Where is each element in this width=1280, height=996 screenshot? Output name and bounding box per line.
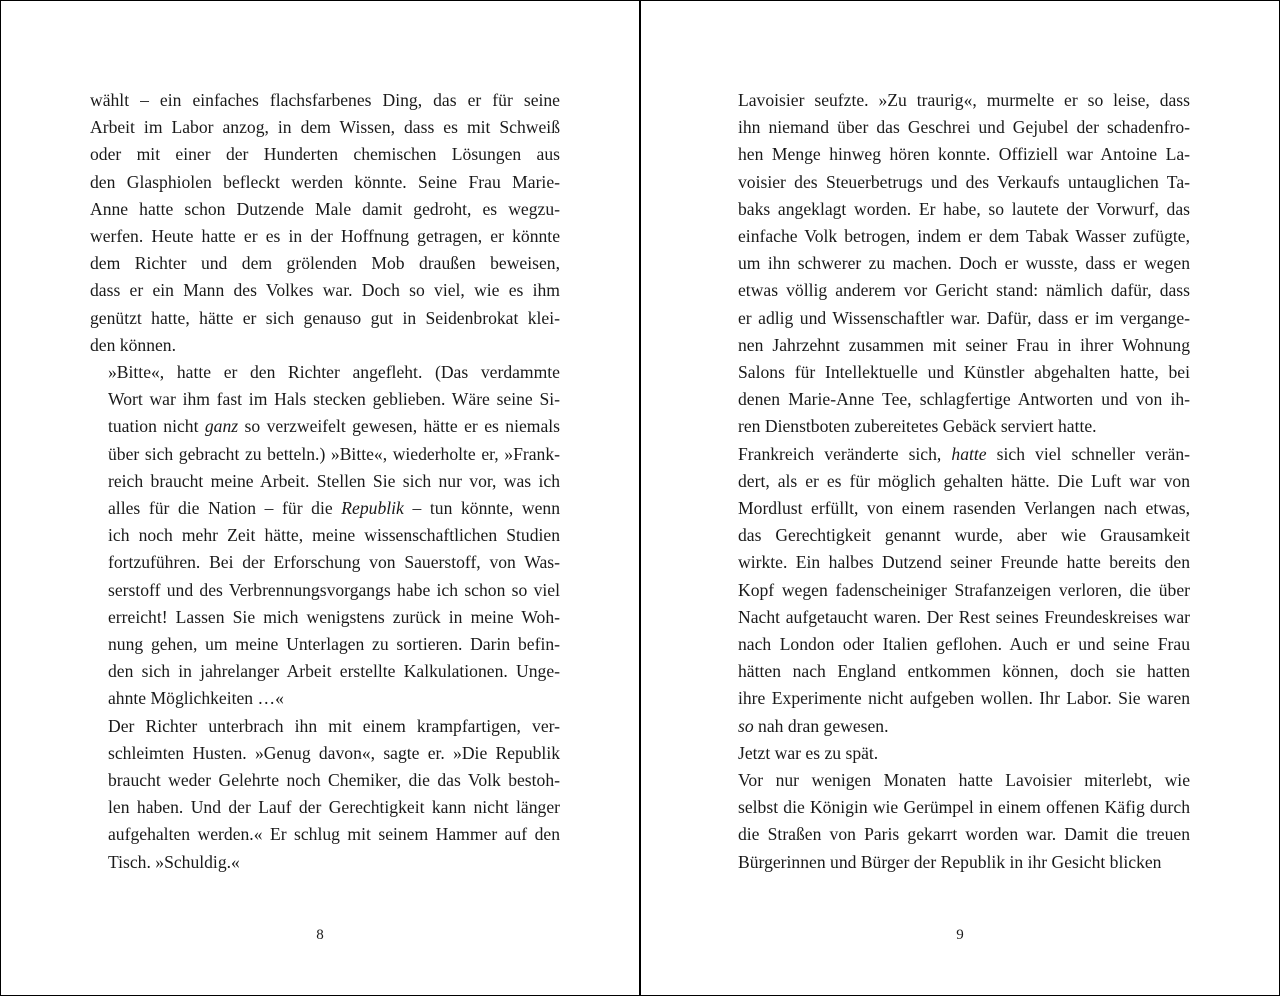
left-page-text: [90, 87, 560, 876]
text-line: alles für die Nation – für die Republik – tun könnte, wenn: [108, 498, 560, 519]
text-line: etwas völlig anderem vor Gericht stand: nämlich dafür, dass: [738, 280, 1190, 301]
text-line: erreicht! Lassen Sie mich wenigstens zurück in meine Woh-: [108, 606, 560, 627]
right-paragraph: [720, 740, 1190, 767]
text-line: Salons für Intellektuelle und Künstler abgehalten hatte, bei: [738, 362, 1190, 383]
text-line: Wort war ihm fast im Hals stecken geblieben. Wäre seine Si-: [108, 389, 560, 410]
left-page-number: 8: [316, 927, 324, 943]
text-line: braucht weder Gelehrte noch Chemiker, die das Volk bestoh-: [108, 770, 560, 791]
text-line: dass er ein Mann des Volkes war. Doch so viel, wie es ihm: [90, 280, 560, 301]
text-line: ich noch mehr Zeit hätte, meine wissenschaftlichen Studien: [108, 525, 560, 546]
text-line: aufgehalten werden.« Er schlug mit seinem Hammer auf den: [108, 824, 560, 845]
text-line: ihre Experimente nicht aufgeben wollen. Ihr Labor. Sie waren: [738, 688, 1190, 709]
text-line: so nah dran gewesen.: [738, 715, 889, 736]
text-line: die Straßen von Paris gekarrt worden war. Damit die treuen: [738, 824, 1190, 845]
text-line: wählt – ein einfaches flachsfarbenes Ding, das er für seine: [90, 90, 560, 110]
text-line: hätten nach England entkommen können, doch sie hatten: [738, 661, 1190, 682]
text-line: Nacht aufgetaucht waren. Der Rest seines Freundeskreises war: [738, 606, 1190, 627]
text-line: selbst die Königin wie Gerümpel in einem offenen Käfig durch: [738, 797, 1190, 818]
text-line: Vor nur wenigen Monaten hatte Lavoisier miterlebt, wie: [738, 770, 1190, 791]
text-line: Lavoisier seufzte. »Zu traurig«, murmelte er so leise, dass: [738, 90, 1190, 110]
text-line: genützt hatte, hätte er sich genauso gut in Seidenbrokat klei-: [90, 307, 560, 328]
text-line: Tisch. »Schuldig.«: [108, 851, 240, 872]
text-line: ihn niemand über das Geschrei und Gejubel der schadenfro-: [738, 117, 1190, 138]
text-line: hen Menge hinweg hören konnte. Offiziell war Antoine La-: [738, 144, 1190, 165]
text-line: fortzuführen. Bei der Erforschung von Sauerstoff, von Was-: [108, 552, 560, 573]
left-page: [1, 1, 641, 995]
text-line: len haben. Und der Lauf der Gerechtigkeit kann nicht länger: [108, 797, 560, 818]
text-line: baks angeklagt worden. Er habe, so lautete der Vorwurf, das: [738, 198, 1190, 219]
text-line: nung gehen, um meine Unterlagen zu sortieren. Darin befin-: [108, 634, 560, 655]
text-line: über sich gebracht zu betteln.) »Bitte«, wiederholte er, »Frank-: [108, 443, 560, 464]
text-line: den sich in jahrelanger Arbeit erstellte Kalkulationen. Unge-: [108, 661, 560, 682]
text-line: werfen. Heute hatte er es in der Hoffnung getragen, er könnte: [90, 226, 560, 247]
text-line: Mordlust erfüllt, von einem rasenden Verlangen nach etwas,: [738, 498, 1190, 519]
left-paragraph: [90, 359, 560, 713]
left-paragraph: [90, 713, 560, 876]
text-line: reich braucht meine Arbeit. Stellen Sie sich nur vor, was ich: [108, 470, 560, 491]
text-line: Bürgerinnen und Bürger der Republik in ihr Gesicht blicken: [738, 851, 1162, 872]
right-paragraph: [720, 767, 1190, 876]
text-line: den können.: [90, 334, 176, 355]
text-line: Jetzt war es zu spät.: [738, 742, 879, 763]
right-paragraph: [720, 441, 1190, 740]
text-line: dert, als er es für möglich gehalten hätte. Die Luft war von: [738, 470, 1190, 491]
text-line: Anne hatte schon Dutzende Male damit gedroht, es wegzu-: [90, 198, 560, 219]
text-line: ahnte Möglichkeiten …«: [108, 688, 284, 709]
text-line: dem Richter und dem grölenden Mob draußen beweisen,: [90, 253, 560, 274]
text-line: Kopf wegen fadenscheiniger Strafanzeigen verloren, die über: [738, 579, 1190, 600]
left-paragraph: [90, 87, 560, 359]
text-line: denen Marie-Anne Tee, schlagfertige Antworten und von ih-: [738, 389, 1190, 410]
text-line: oder mit einer der Hunderten chemischen Lösungen aus: [90, 144, 560, 165]
text-line: nen Jahrzehnt zusammen mit seiner Frau in ihrer Wohnung: [738, 334, 1190, 355]
text-line: er adlig und Wissenschaftler war. Dafür, dass er im vergange-: [738, 307, 1190, 328]
right-page-text: [720, 87, 1190, 876]
text-line: ren Dienstboten zubereitetes Gebäck serviert hatte.: [738, 416, 1097, 437]
text-line: das Gerechtigkeit genannt wurde, aber wie Grausamkeit: [738, 525, 1190, 546]
right-page-number: 9: [956, 927, 964, 943]
text-line: nach London oder Italien geflohen. Auch er und seine Frau: [738, 634, 1190, 655]
text-line: serstoff und des Verbrennungsvorgangs habe ich schon so viel: [108, 579, 560, 600]
text-line: »Bitte«, hatte er den Richter angefleht. (Das verdammte: [108, 362, 560, 383]
text-line: den Glasphiolen befleckt werden könnte. Seine Frau Marie-: [90, 171, 560, 192]
right-paragraph: [720, 87, 1190, 441]
text-line: Der Richter unterbrach ihn mit einem krampfartigen, ver-: [108, 715, 560, 736]
text-line: Arbeit im Labor anzog, in dem Wissen, dass es mit Schweiß: [90, 117, 560, 138]
text-line: voisier des Steuerbetrugs und des Verkaufs untauglichen Ta-: [738, 171, 1190, 192]
text-line: tuation nicht ganz so verzweifelt gewesen, hätte er es niemals: [108, 416, 560, 437]
text-line: wirkte. Ein halbes Dutzend seiner Freunde hatte bereits den: [738, 552, 1190, 573]
right-page: [641, 1, 1279, 995]
text-line: um ihn schwerer zu machen. Doch er wusste, dass er wegen: [738, 253, 1190, 274]
text-line: schleimten Husten. »Genug davon«, sagte er. »Die Republik: [108, 742, 560, 763]
text-line: einfache Volk betrogen, indem er dem Tabak Wasser zufügte,: [738, 226, 1190, 247]
text-line: Frankreich veränderte sich, hatte sich viel schneller verän-: [738, 443, 1191, 464]
